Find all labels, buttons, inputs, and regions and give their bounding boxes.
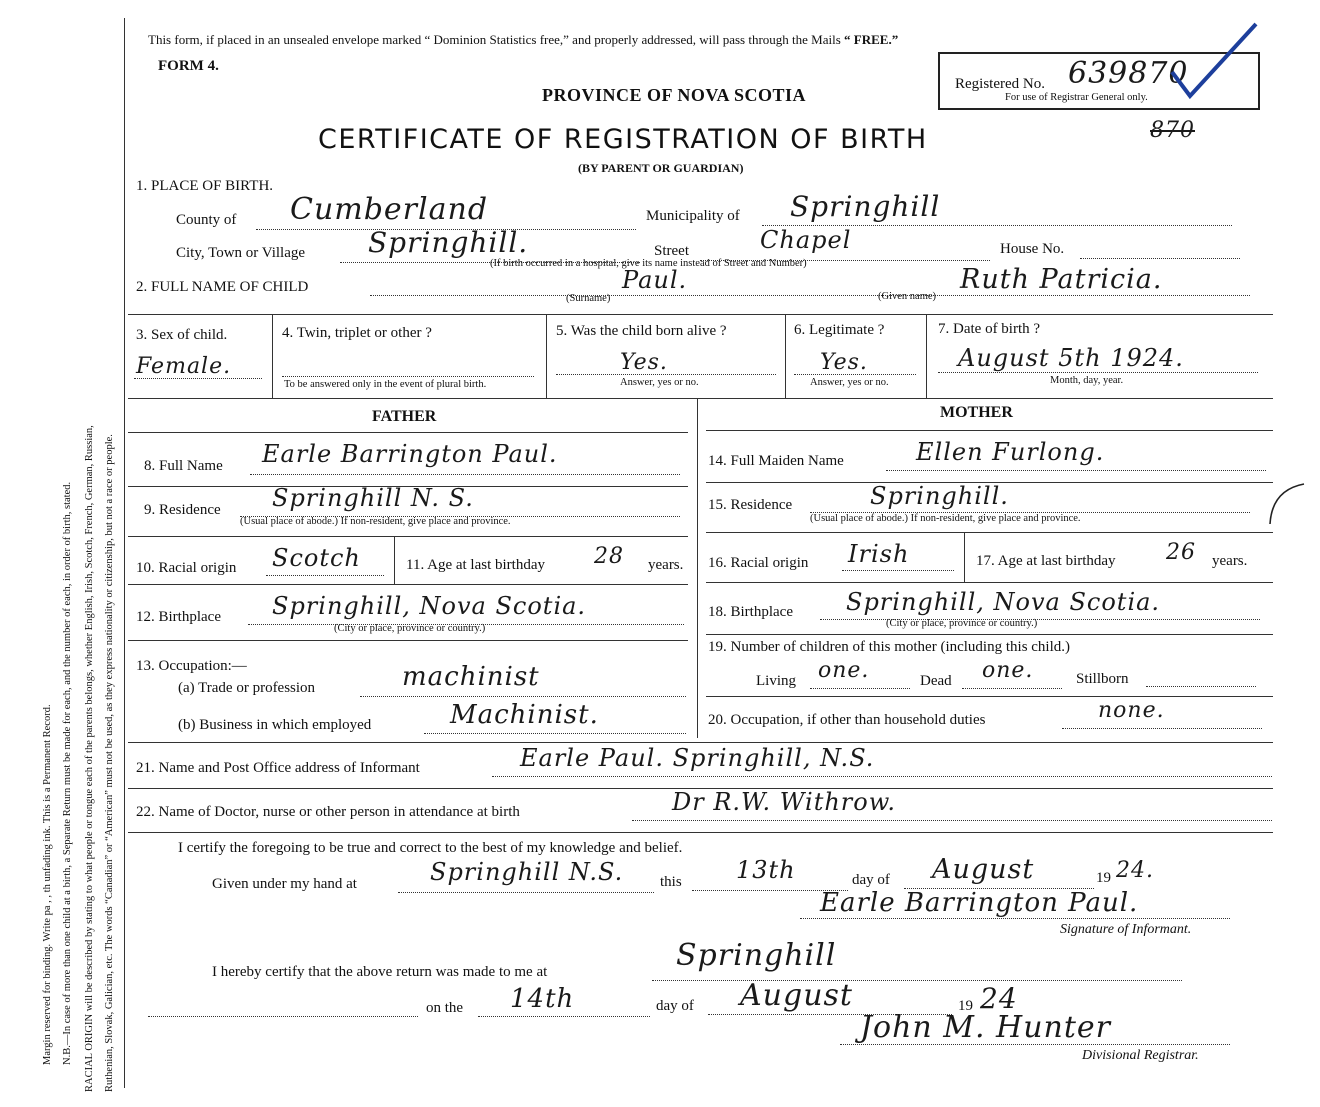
dead-label: Dead xyxy=(920,673,952,689)
dob-label: 7. Date of birth ? xyxy=(938,321,1041,337)
father-race: Scotch xyxy=(272,544,361,572)
mother-occupation-label: 20. Occupation, if other than household duties xyxy=(708,712,986,728)
margin-note-1: Margin reserved for binding. Write pa , , th unfading ink. This is a Permanent Record. xyxy=(42,704,53,1065)
father-birthplace: Springhill, Nova Scotia. xyxy=(272,592,587,620)
surname-label: (Surname) xyxy=(566,293,611,304)
registrar-note: For use of Registrar General only. xyxy=(1005,92,1148,103)
child-given-name: Ruth Patricia. xyxy=(960,264,1163,295)
house-label: House No. xyxy=(1000,241,1065,257)
edge-mark xyxy=(1266,480,1306,530)
registrar-year: 24 xyxy=(980,982,1018,1015)
father-business: Machinist. xyxy=(450,700,599,730)
mother-race: Irish xyxy=(848,540,910,568)
mother-age: 26 xyxy=(1166,540,1196,565)
legitimate-note: Answer, yes or no. xyxy=(810,377,889,388)
given-place: Springhill N.S. xyxy=(430,858,624,886)
informant-signature: Earle Barrington Paul. xyxy=(820,888,1139,918)
registered-label: Registered No. xyxy=(955,76,1045,92)
sex-value: Female. xyxy=(136,354,232,379)
father-age: 28 xyxy=(594,544,624,569)
given-under-label: Given under my hand at xyxy=(212,876,357,892)
street-label: Street xyxy=(654,243,689,259)
mother-residence-label: 15. Residence xyxy=(708,497,793,513)
alive-value: Yes. xyxy=(620,350,668,375)
alive-label: 5. Was the child born alive ? xyxy=(556,323,727,339)
father-race-label: 10. Racial origin xyxy=(136,560,237,576)
street-value: Chapel xyxy=(760,226,852,254)
stillborn-label: Stillborn xyxy=(1076,671,1129,687)
given-name-label: (Given name) xyxy=(878,291,937,302)
county-label: County of xyxy=(176,212,237,228)
father-residence-note: (Usual place of abode.) If non-resident, give place and province. xyxy=(240,516,511,527)
registered-number: 639870 xyxy=(1068,56,1189,91)
municipality-label: Municipality of xyxy=(646,208,740,224)
alive-note: Answer, yes or no. xyxy=(620,377,699,388)
given-day-label: day of xyxy=(852,872,890,888)
margin-rule xyxy=(124,18,125,1088)
father-residence-label: 9. Residence xyxy=(144,502,221,518)
registrar-place: Springhill xyxy=(676,938,837,973)
registrar-signature-label: Divisional Registrar. xyxy=(1082,1048,1199,1063)
mother-birthplace-note: (City or place, province or country.) xyxy=(886,618,1038,629)
attendant-label: 22. Name of Doctor, nurse or other person in attendance at birth xyxy=(136,804,520,820)
corner-number: 870 xyxy=(1150,118,1195,143)
dob-note: Month, day, year. xyxy=(1050,375,1124,386)
dob-value: August 5th 1924. xyxy=(958,344,1184,372)
province-heading: PROVINCE OF NOVA SCOTIA xyxy=(542,85,807,105)
informant-label: 21. Name and Post Office address of Informant xyxy=(136,760,420,776)
living-value: one. xyxy=(818,658,870,683)
father-name-label: 8. Full Name xyxy=(144,458,223,474)
certificate-subtitle: (BY PARENT OR GUARDIAN) xyxy=(578,161,744,175)
city-value: Springhill. xyxy=(368,226,529,259)
margin-note-2: N.B.—In case of more than one child at a birth, a Separate Return must be made for each, and the number of each, in order of birth, stated. xyxy=(62,481,73,1065)
mother-occupation: none. xyxy=(1098,698,1165,723)
place-of-birth-label: 1. PLACE OF BIRTH. xyxy=(136,178,274,194)
registrar-text: I hereby certify that the above return was made to me at xyxy=(212,964,548,980)
father-trade-label: (a) Trade or profession xyxy=(178,680,316,696)
certificate-title: CERTIFICATE OF REGISTRATION OF BIRTH xyxy=(318,124,928,155)
margin-note-3: RACIAL ORIGIN will be described by stating to what people or tongue each of the parents belongs, whether English, Irish, Scotch, French, German, Russian, xyxy=(84,425,95,1092)
registrar-month: August xyxy=(740,978,853,1013)
father-age-label: 11. Age at last birthday xyxy=(406,557,545,573)
municipality-value: Springhill xyxy=(790,190,941,223)
father-trade: machinist xyxy=(402,662,540,692)
mother-residence: Springhill. xyxy=(870,482,1009,510)
given-year: 24. xyxy=(1116,858,1154,883)
legitimate-label: 6. Legitimate ? xyxy=(794,322,885,338)
mother-birthplace-label: 18. Birthplace xyxy=(708,604,793,620)
given-year-prefix: 19 xyxy=(1096,870,1111,886)
given-day: 13th xyxy=(736,856,796,884)
mother-name-label: 14. Full Maiden Name xyxy=(708,453,844,469)
mother-residence-note: (Usual place of abode.) If non-resident, give place and province. xyxy=(810,513,1081,524)
registrar-year-prefix: 19 xyxy=(958,998,973,1014)
mother-race-label: 16. Racial origin xyxy=(708,555,809,571)
twin-label: 4. Twin, triplet or other ? xyxy=(282,325,432,341)
sex-label: 3. Sex of child. xyxy=(136,327,228,343)
mail-notice-free: “ FREE.” xyxy=(844,32,899,47)
registrar-day-label: day of xyxy=(656,998,694,1014)
father-residence: Springhill N. S. xyxy=(272,484,474,512)
certify-text: I certify the foregoing to be true and correct to the best of my knowledge and belief. xyxy=(178,840,683,856)
mother-age-label: 17. Age at last birthday xyxy=(976,553,1116,569)
father-birthplace-label: 12. Birthplace xyxy=(136,609,221,625)
twin-note: To be answered only in the event of plural birth. xyxy=(284,379,487,390)
dead-value: one. xyxy=(982,658,1034,683)
mother-birthplace: Springhill, Nova Scotia. xyxy=(846,588,1161,616)
informant-signature-label: Signature of Informant. xyxy=(1060,922,1192,937)
city-label: City, Town or Village xyxy=(176,245,306,261)
attendant-value: Dr R.W. Withrow. xyxy=(672,788,897,816)
registrar-signature: John M. Hunter xyxy=(860,1010,1112,1045)
county-value: Cumberland xyxy=(290,192,489,227)
father-heading: FATHER xyxy=(372,408,437,425)
legitimate-value: Yes. xyxy=(820,350,868,375)
form-number: FORM 4. xyxy=(158,58,219,74)
checkmark-icon xyxy=(1170,20,1260,104)
child-name-label: 2. FULL NAME OF CHILD xyxy=(136,279,309,295)
mail-notice-text: This form, if placed in an unsealed envelope marked “ Dominion Statistics free,” and properly addressed, will pass through the Mails xyxy=(148,32,841,47)
given-month: August xyxy=(932,854,1035,885)
mother-name: Ellen Furlong. xyxy=(916,438,1105,466)
mother-children-label: 19. Number of children of this mother (including this child.) xyxy=(708,639,1071,655)
father-name: Earle Barrington Paul. xyxy=(262,440,558,468)
street-note: (If birth occurred in a hospital, give its name instead of Street and Number) xyxy=(490,258,807,269)
living-label: Living xyxy=(756,673,796,689)
father-years: years. xyxy=(648,557,684,573)
registrar-day: 14th xyxy=(510,984,575,1014)
mail-notice xyxy=(148,32,898,48)
margin-note-4: Ruthenian, Slovak, Galician, etc. The words “Canadian” or “American” must not be used, as they express nationality or citizenship, but not a race or people. xyxy=(104,434,115,1092)
father-business-label: (b) Business in which employed xyxy=(178,717,372,733)
this-label: this xyxy=(660,874,682,890)
child-surname: Paul. xyxy=(622,266,688,294)
mother-heading: MOTHER xyxy=(940,404,1013,421)
father-birthplace-note: (City or place, province or country.) xyxy=(334,623,486,634)
informant-value: Earle Paul. Springhill, N.S. xyxy=(520,744,875,772)
mother-years: years. xyxy=(1212,553,1248,569)
father-occupation-label: 13. Occupation:— xyxy=(136,658,247,674)
registrar-on-label: on the xyxy=(426,1000,464,1016)
